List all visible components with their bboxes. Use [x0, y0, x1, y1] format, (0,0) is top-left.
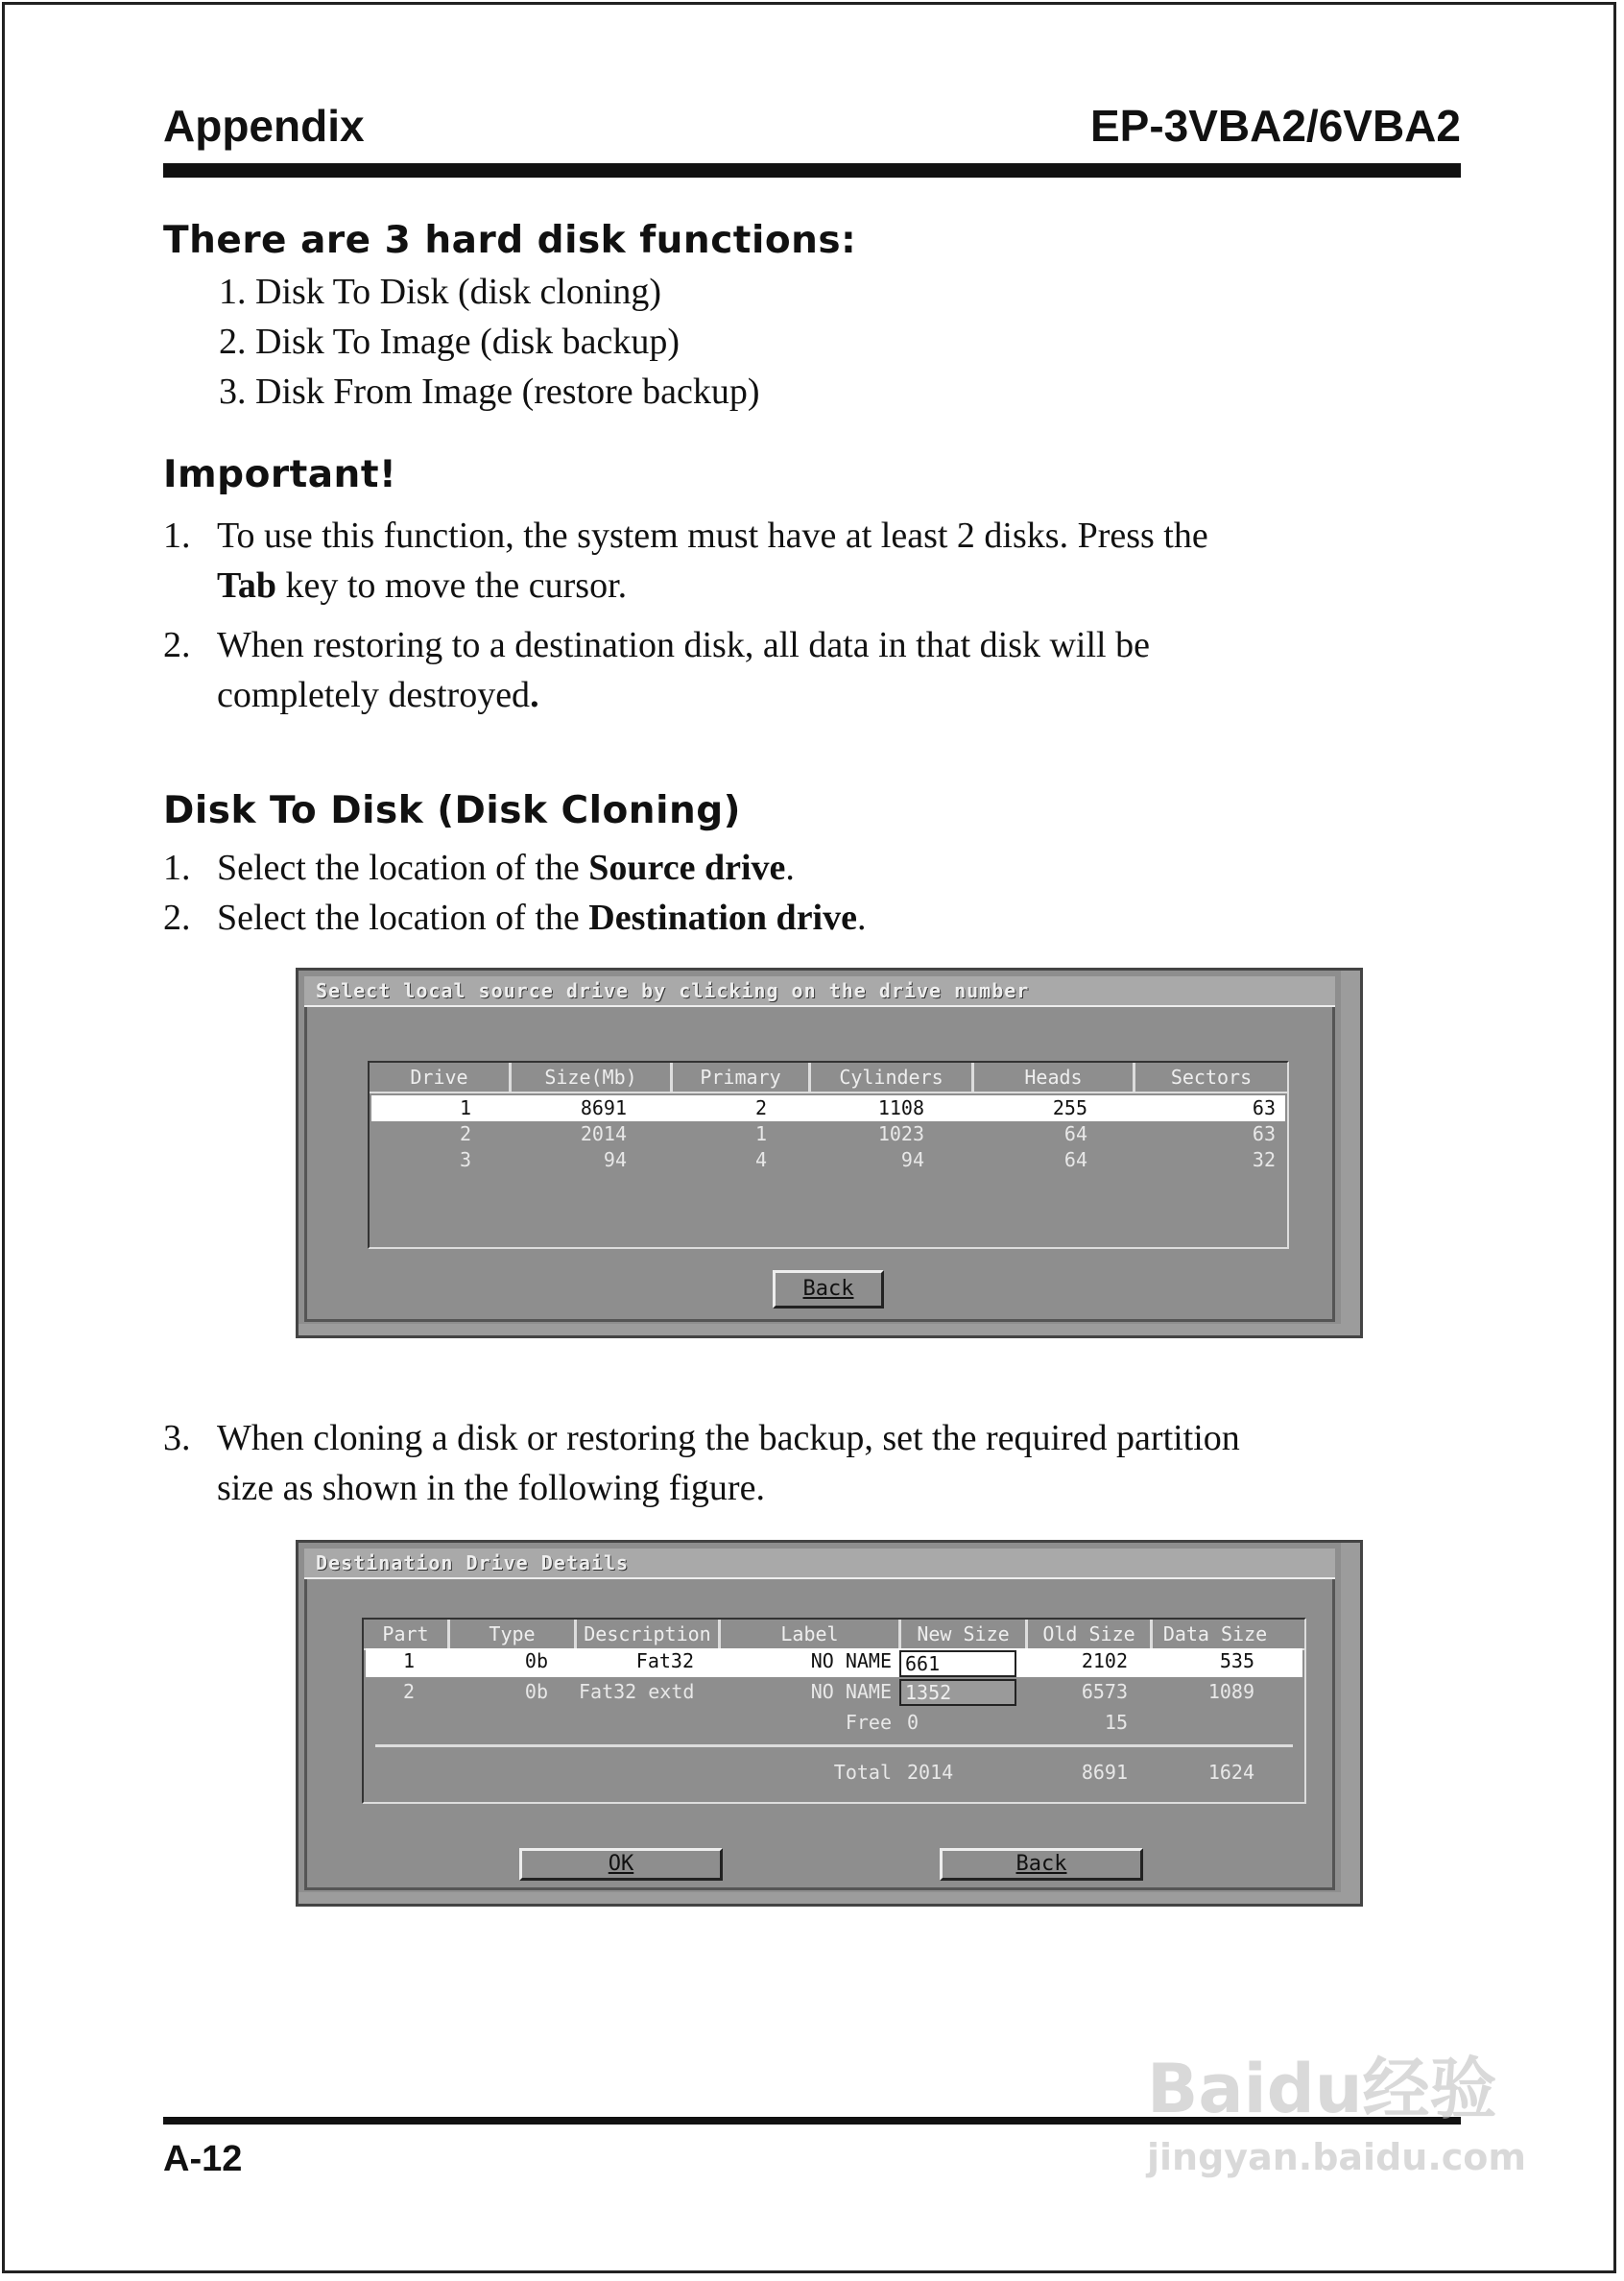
cylinders-cell: 94	[900, 1148, 924, 1171]
source-dialog-title: Select local source drive by clicking on the drive number	[304, 976, 1335, 1007]
type-cell: 0b	[524, 1680, 548, 1703]
col-label: Label	[721, 1620, 901, 1648]
col-sectors: Sectors	[1170, 1066, 1253, 1089]
cloning-step-3-line-2: size as shown in the following figure.	[217, 1468, 765, 1508]
function-item-2: 2. Disk To Image (disk backup)	[219, 322, 680, 362]
old-size-cell: 6573	[1081, 1680, 1128, 1703]
cylinders-cell: 1108	[877, 1096, 924, 1119]
drive-table-header	[370, 1063, 1287, 1093]
important-item-2-line-2	[217, 674, 539, 716]
old-size-cell: 2102	[1081, 1649, 1128, 1672]
total-row	[366, 1760, 1302, 1789]
tab-key-text: Tab	[217, 565, 276, 606]
col-size: Size(Mb)	[512, 1063, 673, 1092]
total-old-size: 8691	[1081, 1761, 1128, 1784]
heads-cell: 255	[1052, 1096, 1087, 1119]
source-drive-text: Source drive	[588, 848, 786, 888]
label-cell: NO NAME	[810, 1680, 892, 1703]
partition-row-1[interactable]	[366, 1648, 1302, 1677]
drive-table	[368, 1061, 1289, 1249]
sectors-cell: 63	[1252, 1122, 1276, 1145]
back-button[interactable]: Back	[773, 1270, 884, 1309]
baidu-watermark	[1147, 2035, 1526, 2178]
data-size-cell: 535	[1219, 1649, 1254, 1672]
back-button[interactable]: Back	[940, 1848, 1143, 1881]
important-item-1-line-2-rest: key to move the cursor.	[276, 565, 628, 606]
total-label: Total	[833, 1761, 892, 1784]
watermark-line-1: Baidu经验	[1147, 2050, 1497, 2128]
function-item-3: 3. Disk From Image (restore backup)	[219, 372, 760, 412]
cloning-step-1-number: 1.	[163, 848, 191, 888]
size-cell: 2014	[580, 1122, 627, 1145]
drive-cell: 3	[459, 1148, 471, 1171]
cloning-step-1	[217, 847, 795, 889]
data-size-cell: 1089	[1207, 1680, 1254, 1703]
partition-table	[362, 1618, 1306, 1804]
cloning-step-2-number: 2.	[163, 898, 191, 938]
col-cylinders: Cylinders	[811, 1063, 974, 1092]
heads-cell: 64	[1063, 1148, 1087, 1171]
destination-drive-dialog	[296, 1540, 1363, 1907]
important-item-2-number: 2.	[163, 625, 191, 665]
description-cell: Fat32	[635, 1649, 694, 1672]
sectors-cell: 63	[1252, 1096, 1276, 1119]
size-cell: 94	[603, 1148, 627, 1171]
cloning-step-3-number: 3.	[163, 1418, 191, 1458]
page-number: A-12	[163, 2139, 243, 2179]
label-cell: NO NAME	[810, 1649, 892, 1672]
destination-dialog-title: Destination Drive Details	[304, 1549, 1335, 1579]
total-data-size: 1624	[1207, 1761, 1254, 1784]
important-heading: Important!	[163, 453, 397, 496]
cloning-step-2-end: .	[856, 898, 867, 938]
functions-heading: There are 3 hard disk functions:	[163, 219, 857, 262]
totals-divider	[375, 1744, 1293, 1747]
partition-table-header	[364, 1620, 1304, 1650]
part-cell: 1	[402, 1649, 416, 1672]
important-item-2-line-2-text: completely destroyed	[217, 675, 531, 715]
col-part: Part	[364, 1620, 450, 1648]
watermark-line-2: jingyan.baidu.com	[1147, 2136, 1526, 2178]
important-item-2-period: .	[530, 675, 539, 715]
dialog-shadow-bottom	[299, 1324, 1360, 1335]
partition-row-2[interactable]	[366, 1679, 1302, 1708]
heads-cell: 64	[1063, 1122, 1087, 1145]
cloning-step-2-text: Select the location of the	[217, 898, 589, 938]
part-cell: 2	[402, 1680, 416, 1703]
important-item-1-line-2	[217, 564, 627, 607]
cylinders-cell: 1023	[877, 1122, 924, 1145]
important-item-1-line-1: To use this function, the system must have at least 2 disks. Press the	[217, 516, 1208, 556]
cloning-step-1-end: .	[785, 848, 795, 888]
type-cell: 0b	[524, 1649, 548, 1672]
primary-cell: 2	[754, 1096, 767, 1119]
dialog-shadow-bottom	[299, 1892, 1360, 1904]
cloning-heading: Disk To Disk (Disk Cloning)	[163, 789, 741, 832]
col-new-size: New Size	[901, 1620, 1028, 1648]
cloning-step-3-line-1: When cloning a disk or restoring the backup, set the required partition	[217, 1418, 1240, 1458]
free-new-size: 0	[907, 1711, 919, 1734]
primary-cell: 1	[754, 1122, 767, 1145]
primary-cell: 4	[754, 1148, 767, 1171]
function-item-1: 1. Disk To Disk (disk cloning)	[219, 272, 662, 312]
cloning-step-1-text: Select the location of the	[217, 848, 589, 888]
important-item-1-number: 1.	[163, 516, 191, 556]
header-model-name: EP-3VBA2/6VBA2	[1089, 101, 1461, 151]
free-old-size: 15	[1104, 1711, 1128, 1734]
ok-button[interactable]: OK	[519, 1848, 723, 1881]
drive-cell: 1	[459, 1096, 471, 1119]
drive-row-3[interactable]	[371, 1147, 1285, 1173]
header-rule	[163, 163, 1461, 178]
sectors-cell: 32	[1252, 1148, 1276, 1171]
col-old-size: Old Size	[1028, 1620, 1153, 1648]
description-cell: Fat32 extd	[579, 1680, 695, 1703]
source-drive-dialog	[296, 968, 1363, 1338]
free-label: Free	[845, 1711, 892, 1734]
col-description: Description	[577, 1620, 721, 1648]
free-row	[366, 1710, 1302, 1739]
drive-row-1[interactable]	[371, 1095, 1285, 1121]
col-heads: Heads	[974, 1063, 1135, 1092]
new-size-input-1[interactable]: 661	[899, 1650, 1016, 1677]
col-drive: Drive	[370, 1063, 512, 1092]
drive-row-2[interactable]	[371, 1121, 1285, 1147]
col-primary: Primary	[673, 1063, 811, 1092]
dialog-shadow-right	[1341, 1543, 1360, 1904]
drive-cell: 2	[459, 1122, 471, 1145]
col-type: Type	[450, 1620, 577, 1648]
new-size-input-2[interactable]: 1352	[899, 1679, 1016, 1706]
destination-drive-text: Destination drive	[588, 898, 857, 938]
size-cell: 8691	[580, 1096, 627, 1119]
dialog-shadow-right	[1341, 971, 1360, 1335]
total-new-size: 2014	[907, 1761, 954, 1784]
col-data-size: Data Size	[1162, 1622, 1268, 1645]
header-section-title: Appendix	[163, 101, 365, 151]
important-item-2-line-1: When restoring to a destination disk, all data in that disk will be	[217, 625, 1150, 665]
cloning-step-2	[217, 897, 866, 939]
